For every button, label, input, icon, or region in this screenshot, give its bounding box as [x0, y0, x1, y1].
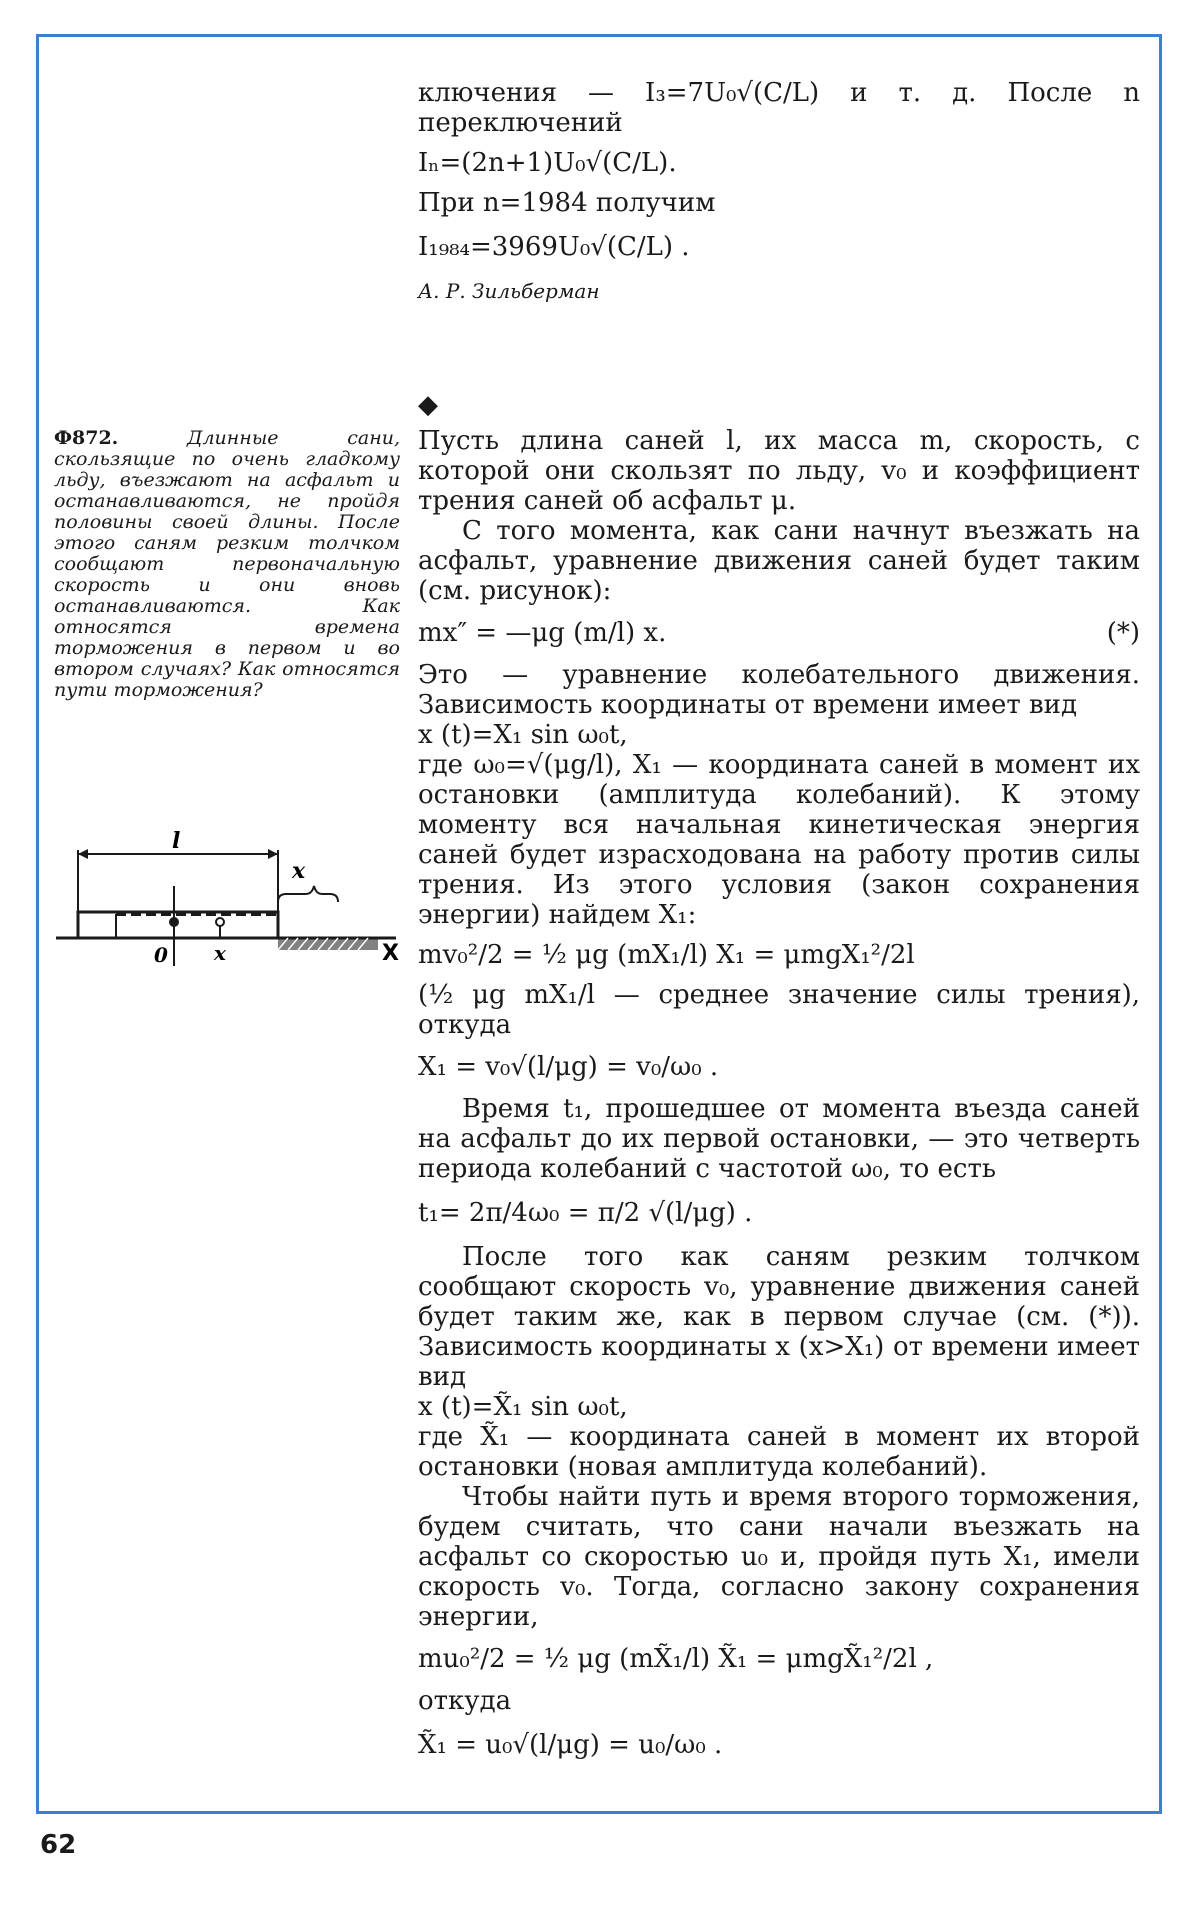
equation-coordinate-2: x (t)=X̃₁ sin ω₀t, [418, 1392, 628, 1422]
equation-i1984: I₁₉₈₄=3969U₀√(C/L) . [418, 232, 690, 262]
equation-x1: X₁ = v₀√(l/μg) = v₀/ω₀ . [418, 1052, 719, 1082]
solution-p10: откуда [418, 1686, 512, 1716]
solution-p1: Пусть длина саней l, их масса m, скорость, с которой они скользят по льду, v₀ и коэффициент трения саней об асфальт μ. [418, 426, 1140, 516]
label-l: l [172, 828, 181, 854]
label-x-top: x [292, 858, 306, 884]
problem-statement [54, 428, 400, 701]
label-X-axis: X [382, 941, 399, 966]
solution-p3: Это — уравнение колебательного движения. Зависимость координаты от времени имеет вид [418, 660, 1140, 720]
equation-motion-text: mx″ = —μg (m/l) x. [418, 618, 667, 648]
equation-coordinate: x (t)=X₁ sin ω₀t, [418, 720, 628, 750]
problem-label: Ф872. [54, 427, 119, 449]
equation-t1: t₁= 2π/4ω₀ = π/2 √(l/μg) . [418, 1198, 753, 1228]
solution-p9: Чтобы найти путь и время второго торможения, будем считать, что сани начали въезжать на асфальт со скоростью u₀ и, пройдя путь X₁, имели скорость v₀. Тогда, согласно закону сохранения энергии, [418, 1482, 1140, 1632]
page-number: 62 [40, 1830, 77, 1860]
equation-energy: mv₀²/2 = ½ μg (mX₁/l) X₁ = μmgX₁²/2l [418, 940, 915, 970]
equation-motion [418, 618, 1140, 648]
section-marker: ◆ [418, 390, 438, 420]
equation-in: Iₙ=(2n+1)U₀√(C/L). [418, 148, 677, 178]
label-x-bottom: x [214, 941, 226, 965]
solution-p4: где ω₀=√(μg/l), X₁ — координата саней в момент их остановки (амплитуда колебаний). К этому моменту вся начальная кинетическая энергия саней будет израсходована на работу против силы трения. Из этого условия (закон сохранения энергии) найдем X₁: [418, 750, 1140, 930]
brace-x [278, 886, 338, 902]
equation-x1-tilde: X̃₁ = u₀√(l/μg) = u₀/ω₀ . [418, 1730, 723, 1760]
problem-text: Длинные сани, скользящие по очень гладкому льду, въезжают на асфальт и останавливаются, не пройдя половины своей длины. После этого саням резким толчком сообщают первоначальную скорость и они вновь останавливаются. Как относятся времена торможения в первом и во втором случаях? Как относятся пути торможения? [54, 427, 400, 701]
solution [418, 426, 1140, 1774]
label-origin: 0 [154, 943, 168, 967]
author: А. Р. Зильберман [418, 279, 600, 303]
sled-figure [56, 826, 408, 976]
equation-tag: (*) [1106, 618, 1140, 648]
equation-energy-2: mu₀²/2 = ½ μg (mX̃₁/l) X̃₁ = μmgX̃₁²/2l , [418, 1644, 934, 1674]
solution-p5: (½ μg mX₁/l — среднее значение силы трения), откуда [418, 980, 1140, 1040]
top-line-2: При n=1984 получим [418, 188, 716, 218]
coordinate-point [216, 918, 224, 926]
top-line-1: ключения — I₃=7U₀√(C/L) и т. д. После n переключений [418, 78, 1140, 138]
top-block [418, 78, 1140, 306]
solution-p6: Время t₁, прошедшее от момента въезда саней на асфальт до их первой остановки, — это четверть периода колебаний с частотой ω₀, то есть [418, 1094, 1140, 1184]
solution-p2: С того момента, как сани начнут въезжать на асфальт, уравнение движения саней будет таким (см. рисунок): [418, 516, 1140, 606]
solution-p8: где X̃₁ — координата саней в момент их второй остановки (новая амплитуда колебаний). [418, 1422, 1140, 1482]
solution-p7: После того как саням резким толчком сообщают скорость v₀, уравнение движения саней будет таким же, как в первом случае (см. (*)). Зависимость координаты x (x>X₁) от времени имеет вид [418, 1242, 1140, 1392]
